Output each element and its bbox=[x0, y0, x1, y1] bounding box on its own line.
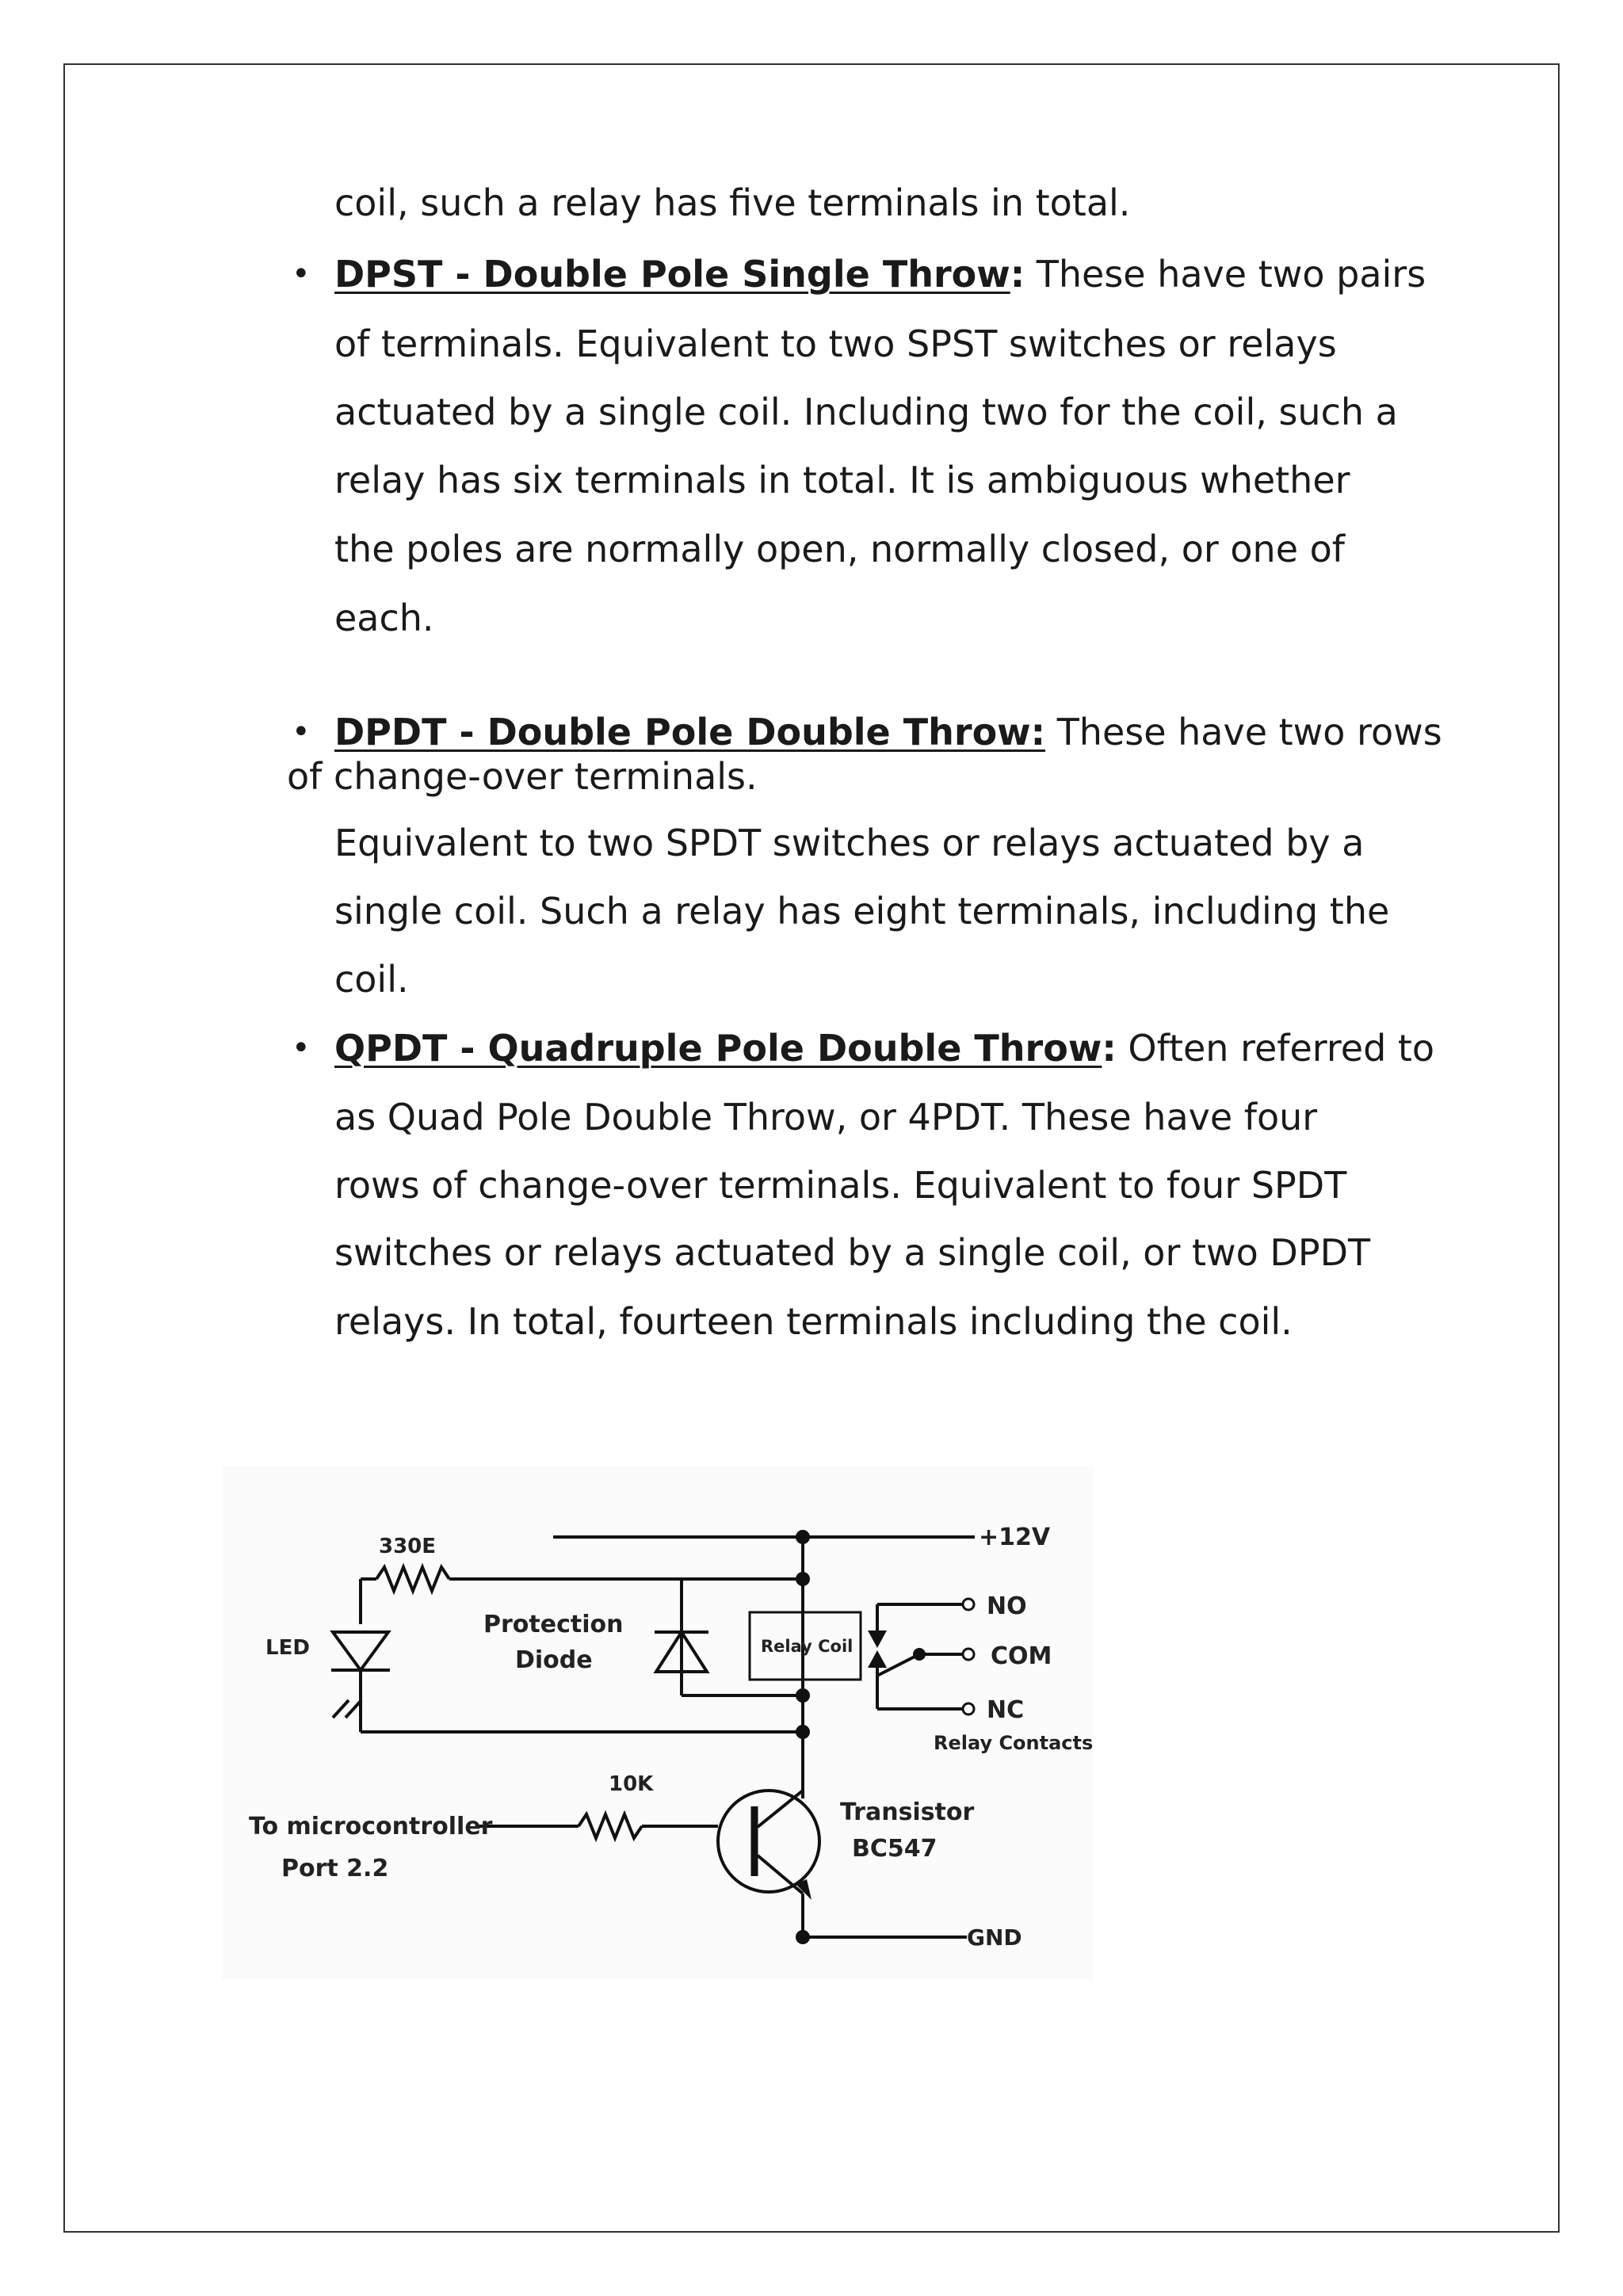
dpst-item-line1 bbox=[334, 252, 1426, 296]
bullet: • bbox=[292, 1030, 311, 1066]
dpst-text: These have two pairs bbox=[1025, 253, 1426, 296]
bullet: • bbox=[292, 256, 311, 292]
dpst-colon: : bbox=[1010, 253, 1025, 296]
dpdt-line2: of change-over terminals. bbox=[287, 755, 758, 798]
dpdt-line3: Equivalent to two SPDT switches or relays actuated by a bbox=[334, 822, 1365, 864]
no-label: NO bbox=[987, 1592, 1027, 1620]
dpst-line4: relay has six terminals in total. It is ambiguous whether bbox=[334, 459, 1350, 502]
protection-diode-label-2: Diode bbox=[515, 1646, 593, 1674]
supply-label: +12V bbox=[979, 1524, 1051, 1551]
microcontroller-label: To microcontroller bbox=[249, 1813, 493, 1840]
dpdt-item-line1 bbox=[334, 710, 1442, 754]
dpst-term: DPST - Double Pole Single Throw bbox=[334, 253, 1010, 296]
resistor-10k-label: 10K bbox=[609, 1772, 654, 1796]
nc-label: NC bbox=[987, 1696, 1025, 1724]
bullet: • bbox=[292, 714, 311, 750]
gnd-label: GND bbox=[967, 1924, 1022, 1951]
qpdt-line2: as Quad Pole Double Throw, or 4PDT. These have four bbox=[334, 1096, 1318, 1138]
qpdt-colon: : bbox=[1102, 1027, 1117, 1070]
resistor-330e-label: 330E bbox=[379, 1535, 437, 1558]
qpdt-line4: switches or relays actuated by a single coil, or two DPDT bbox=[334, 1231, 1371, 1274]
dpdt-text: These have two rows bbox=[1045, 711, 1442, 753]
qpdt-text: Often referred to bbox=[1116, 1027, 1435, 1070]
led-label: LED bbox=[265, 1636, 310, 1660]
dpst-line2: of terminals. Equivalent to two SPST switches or relays bbox=[334, 322, 1337, 365]
relay-coil-label: Relay Coil bbox=[761, 1637, 854, 1656]
protection-diode-label: Protection bbox=[483, 1611, 624, 1638]
qpdt-item-line1 bbox=[334, 1026, 1434, 1070]
transistor-label: Transistor bbox=[840, 1798, 975, 1826]
transistor-model-label: BC547 bbox=[852, 1835, 938, 1863]
relay-contacts-label: Relay Contacts bbox=[934, 1732, 1094, 1754]
dpst-line6: each. bbox=[334, 597, 434, 639]
com-label: COM bbox=[991, 1642, 1052, 1670]
paragraph-line: coil, such a relay has five terminals in total. bbox=[334, 181, 1131, 224]
dpst-line5: the poles are normally open, normally closed, or one of bbox=[334, 528, 1345, 570]
dpst-line3: actuated by a single coil. Including two for the coil, such a bbox=[334, 391, 1398, 433]
dpdt-line4: single coil. Such a relay has eight terminals, including the bbox=[334, 890, 1390, 933]
dpdt-line5: coil. bbox=[334, 958, 409, 1001]
qpdt-line3: rows of change-over terminals. Equivalent to four SPDT bbox=[334, 1164, 1347, 1207]
port-label: Port 2.2 bbox=[281, 1855, 389, 1882]
relay-circuit-diagram bbox=[222, 1466, 1094, 1981]
dpdt-term: DPDT - Double Pole Double Throw: bbox=[334, 711, 1046, 753]
diagram-background bbox=[222, 1466, 1094, 1981]
qpdt-term: QPDT - Quadruple Pole Double Throw bbox=[334, 1027, 1102, 1070]
qpdt-line5: relays. In total, fourteen terminals including the coil. bbox=[334, 1300, 1293, 1343]
